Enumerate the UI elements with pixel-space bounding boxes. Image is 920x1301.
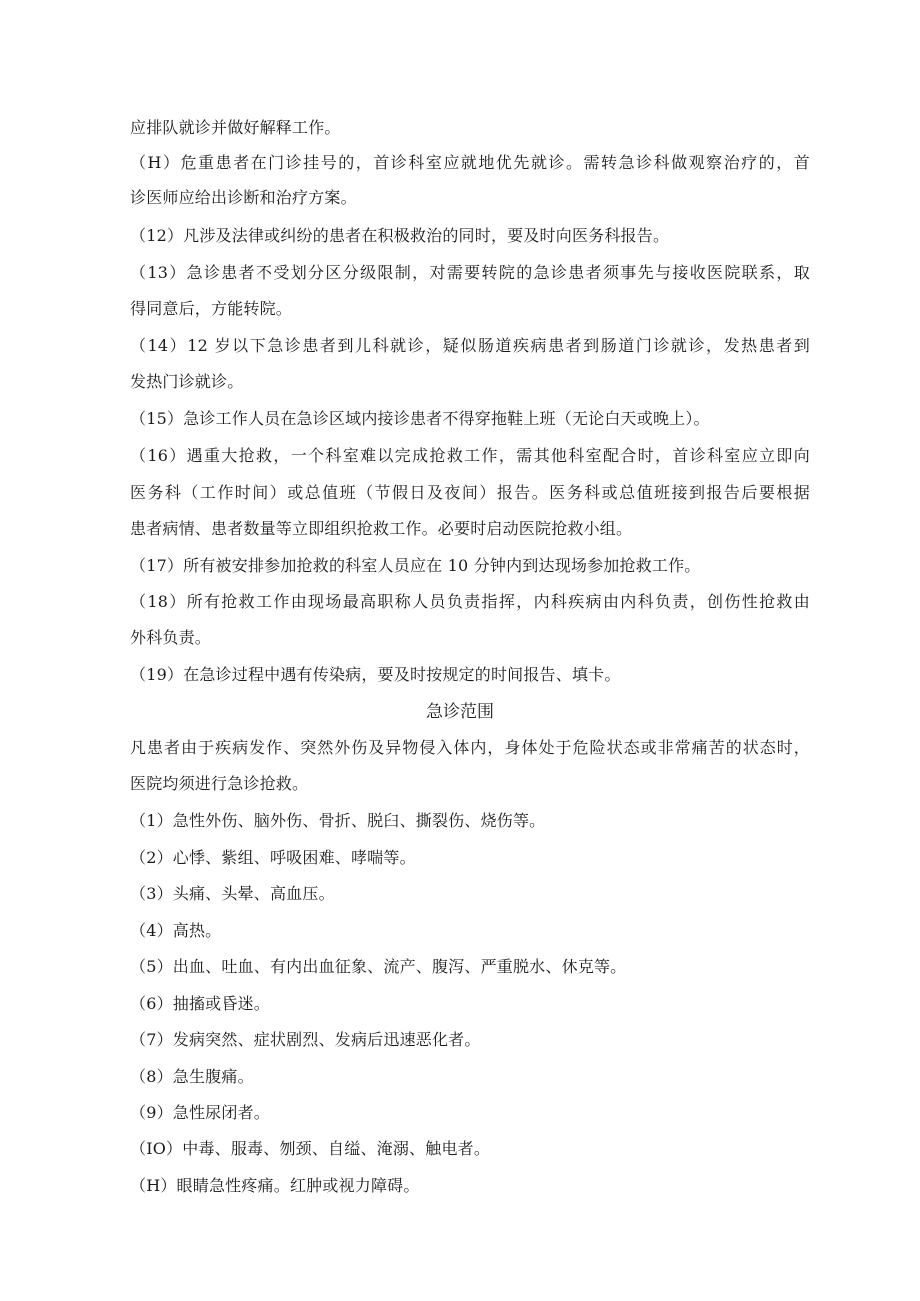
list-item: （IO）中毒、服毒、刎颈、自缢、淹溺、触电者。: [130, 1139, 491, 1158]
text-line: 诊医师应给出诊断和治疗方案。: [130, 188, 357, 207]
text-line: （17）所有被安排参加抢救的科室人员应在 10 分钟内到达现场参加抢救工作。: [130, 556, 701, 575]
section-title: 急诊范围: [426, 702, 494, 722]
text-line: 患者病情、患者数量等立即组织抢救工作。必要时启动医院抢救小组。: [130, 519, 633, 538]
list-item: （5）出血、吐血、有内出血征象、流产、腹泻、严重脱水、休克等。: [130, 957, 627, 976]
list-item: （4）高热。: [130, 921, 222, 940]
text-line: 凡患者由于疾病发作、突然外伤及异物侵入体内，身体处于危险状态或非常痛苦的状态时，: [130, 738, 810, 757]
list-item: （8）急生腹痛。: [130, 1067, 254, 1086]
text-line: （16）遇重大抢救，一个科室难以完成抢救工作，需其他科室配合时，首诊科室应立即向: [130, 446, 810, 465]
text-line: （18）所有抢救工作由现场最高职称人员负责指挥，内科疾病由内科负责，创伤性抢救由: [130, 592, 810, 611]
text-line: （14）12 岁以下急诊患者到儿科就诊，疑似肠道疾病患者到肠道门诊就诊，发热患者到: [130, 336, 810, 355]
text-line: 医院均须进行急诊抢救。: [130, 774, 309, 793]
list-item: （6）抽搐或昏迷。: [130, 994, 270, 1013]
text-line: （13）急诊患者不受划分区分级限制，对需要转院的急诊患者须事先与接收医院联系，取: [130, 263, 810, 282]
text-line: （12）凡涉及法律或纠纷的患者在积极救治的同时，要及时向医务科报告。: [130, 226, 670, 245]
list-item: （9）急性尿闭者。: [130, 1103, 270, 1122]
text-line: （19）在急诊过程中遇有传染病，要及时按规定的时间报告、填卡。: [130, 665, 621, 684]
text-line: （H）危重患者在门诊挂号的，首诊科室应就地优先就诊。需转急诊科做观察治疗的，首: [130, 153, 810, 172]
text-line: 医务科（工作时间）或总值班（节假日及夜间）报告。医务科或总值班接到报告后要根据: [130, 483, 810, 502]
text-line: 得同意后，方能转院。: [130, 299, 293, 318]
text-line: 应排队就诊并做好解释工作。: [130, 118, 341, 137]
list-item: （7）发病突然、症状剧烈、发病后迅速恶化者。: [130, 1030, 481, 1049]
text-line: （15）急诊工作人员在急诊区域内接诊患者不得穿拖鞋上班（无论白天或晚上）。: [130, 409, 710, 428]
text-line: 发热门诊就诊。: [130, 372, 244, 391]
list-item: （H）眼睛急性疼痛。红肿或视力障碍。: [130, 1176, 420, 1195]
list-item: （1）急性外伤、脑外伤、骨折、脱臼、撕裂伤、烧伤等。: [130, 811, 546, 830]
list-item: （2）心悸、紫组、呼吸困难、哮喘等。: [130, 848, 416, 867]
list-item: （3）头痛、头晕、高血压。: [130, 884, 335, 903]
text-line: 外科负责。: [130, 628, 212, 647]
